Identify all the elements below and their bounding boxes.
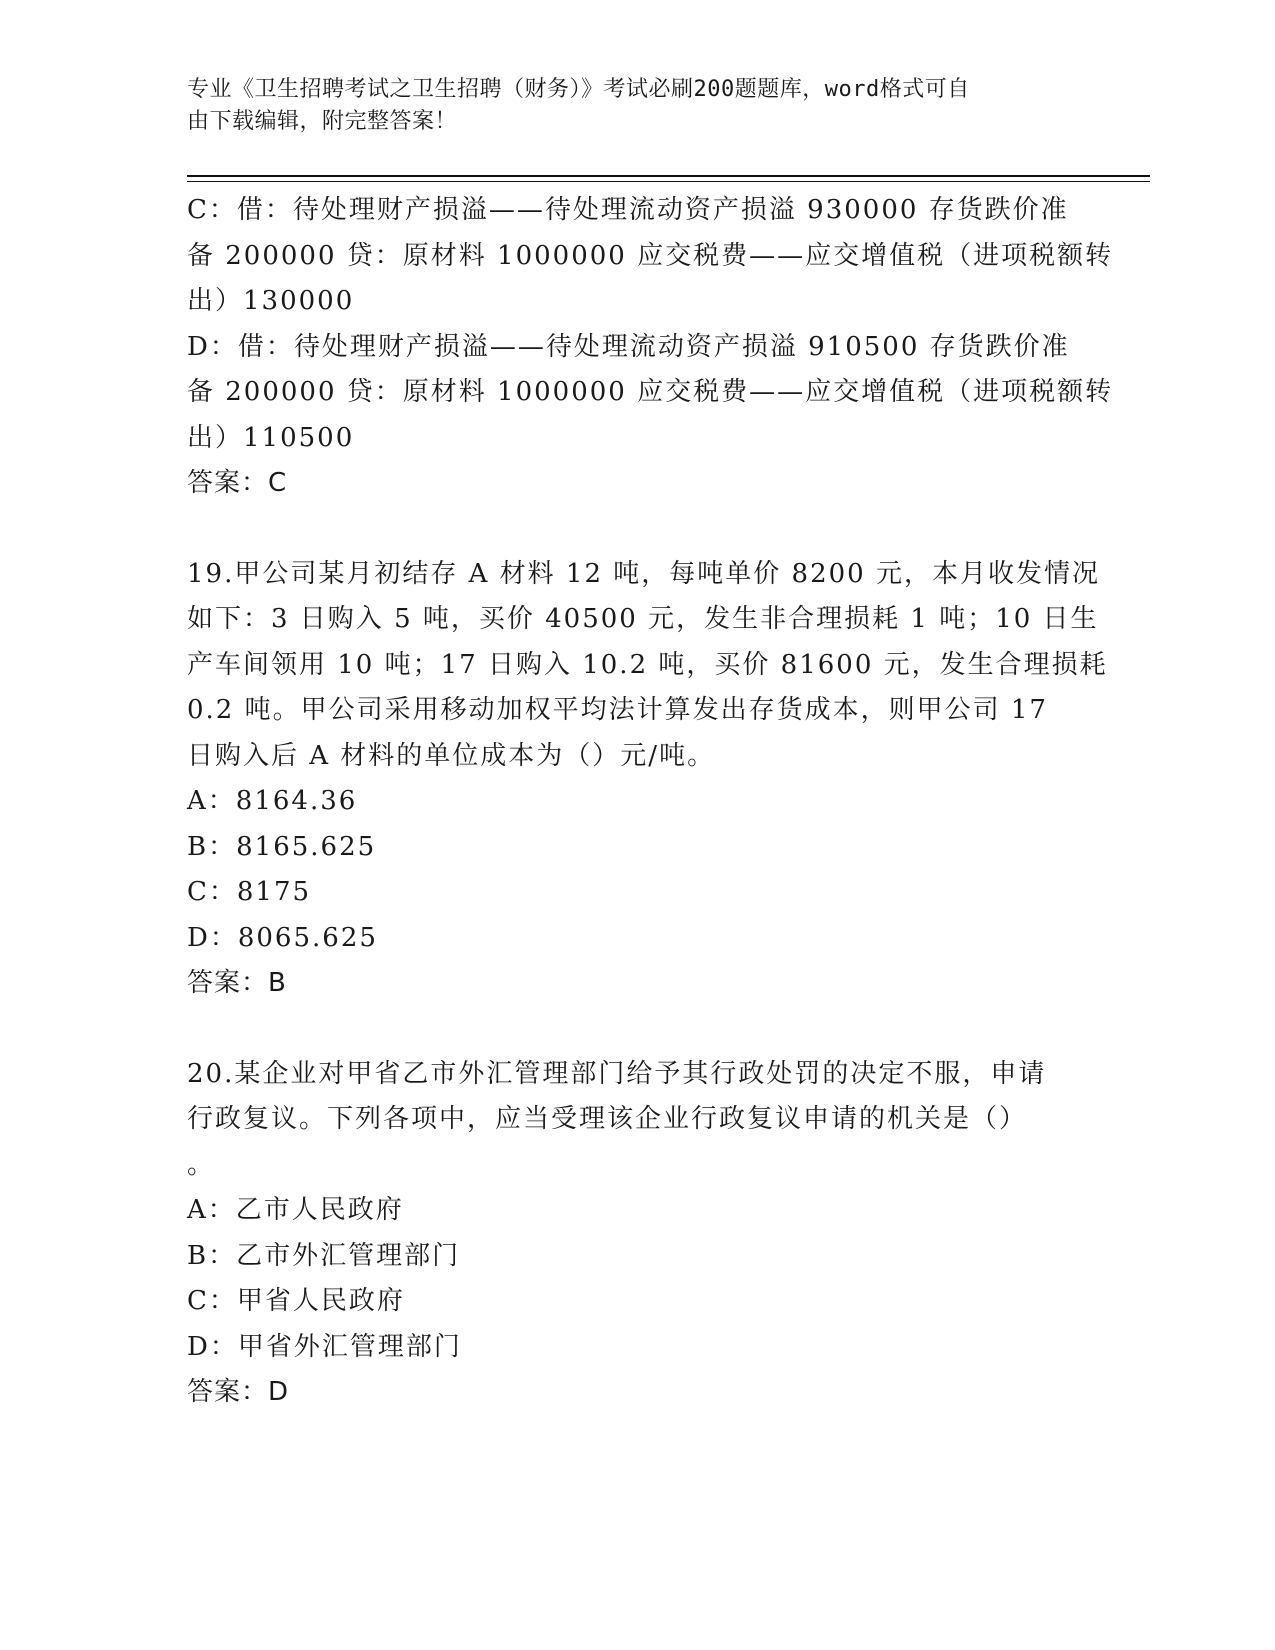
spacer: [187, 507, 1077, 552]
q20-stem: [187, 1052, 1077, 1189]
q18-answer: 答案：C: [187, 468, 288, 498]
q19-option-a: A：8164.36: [187, 786, 358, 816]
header-line-1: 专业《卫生招聘考试之卫生招聘（财务）》考试必刷200题题库，word格式可自: [187, 77, 970, 102]
q20-option-d: D：甲省外汇管理部门: [187, 1331, 462, 1362]
header-divider-thick: [187, 175, 1150, 177]
q18-option-c: [187, 188, 1114, 325]
header-divider-thin: [187, 181, 1150, 182]
q19-answer: 答案：B: [187, 968, 287, 998]
q19-stem-line-1: 19.甲公司某月初结存 A 材料 12 吨，每吨单价 8200 元，本月收发情况: [187, 558, 1100, 589]
document-body: [187, 188, 1114, 1416]
q20-option-a: A：乙市人民政府: [187, 1195, 404, 1225]
q18-option-d-line-2: 备 200000 贷：原材料 1000000 应交税费——应交增值税（进项税额转: [187, 377, 1114, 407]
q20-answer: 答案：D: [187, 1377, 290, 1407]
document-header: [187, 74, 1067, 138]
q19-stem-line-3: 产车间领用 10 吨；17 日购入 10.2 吨，买价 81600 元，发生合理损耗: [187, 649, 1108, 680]
q18-option-c-line-2: 备 200000 贷：原材料 1000000 应交税费——应交增值税（进项税额转: [187, 240, 1114, 271]
q19-stem: [187, 552, 1108, 780]
q20-stem-line-3: 。: [187, 1149, 216, 1180]
q18-option-d-line-1: D：借：待处理财产损溢——待处理流动资产损溢 910500 存货跌价准: [187, 331, 1070, 362]
q20-option-b: B：乙市外汇管理部门: [187, 1240, 461, 1271]
q20-stem-line-2: 行政复议。下列各项中，应当受理该企业行政复议申请的机关是（）: [187, 1104, 1028, 1134]
q19-option-b: B：8165.625: [187, 831, 377, 862]
header-line-2: 由下载编辑，附完整答案！: [187, 109, 458, 134]
q19-option-c: C：8175: [187, 877, 312, 907]
q18-option-d-line-3: 出）110500: [187, 422, 355, 453]
q19-stem-line-2: 如下：3 日购入 5 吨，买价 40500 元，发生非合理损耗 1 吨；10 日生: [187, 604, 1099, 634]
q19-stem-line-5: 日购入后 A 材料的单位成本为（）元/吨。: [187, 740, 716, 771]
spacer: [187, 1007, 1077, 1052]
q18-option-d: [187, 325, 1114, 462]
q19-option-d: D：8065.625: [187, 922, 378, 953]
q20-stem-line-1: 20.某企业对甲省乙市外汇管理部门给予其行政处罚的决定不服，申请: [187, 1058, 1047, 1089]
q18-option-c-line-1: C：借：待处理财产损溢——待处理流动资产损溢 930000 存货跌价准: [187, 195, 1069, 225]
q19-stem-line-4: 0.2 吨。甲公司采用移动加权平均法计算发出存货成本，则甲公司 17: [187, 695, 1048, 725]
q18-option-c-line-3: 出）130000: [187, 286, 355, 316]
q20-option-c: C：甲省人民政府: [187, 1286, 405, 1316]
